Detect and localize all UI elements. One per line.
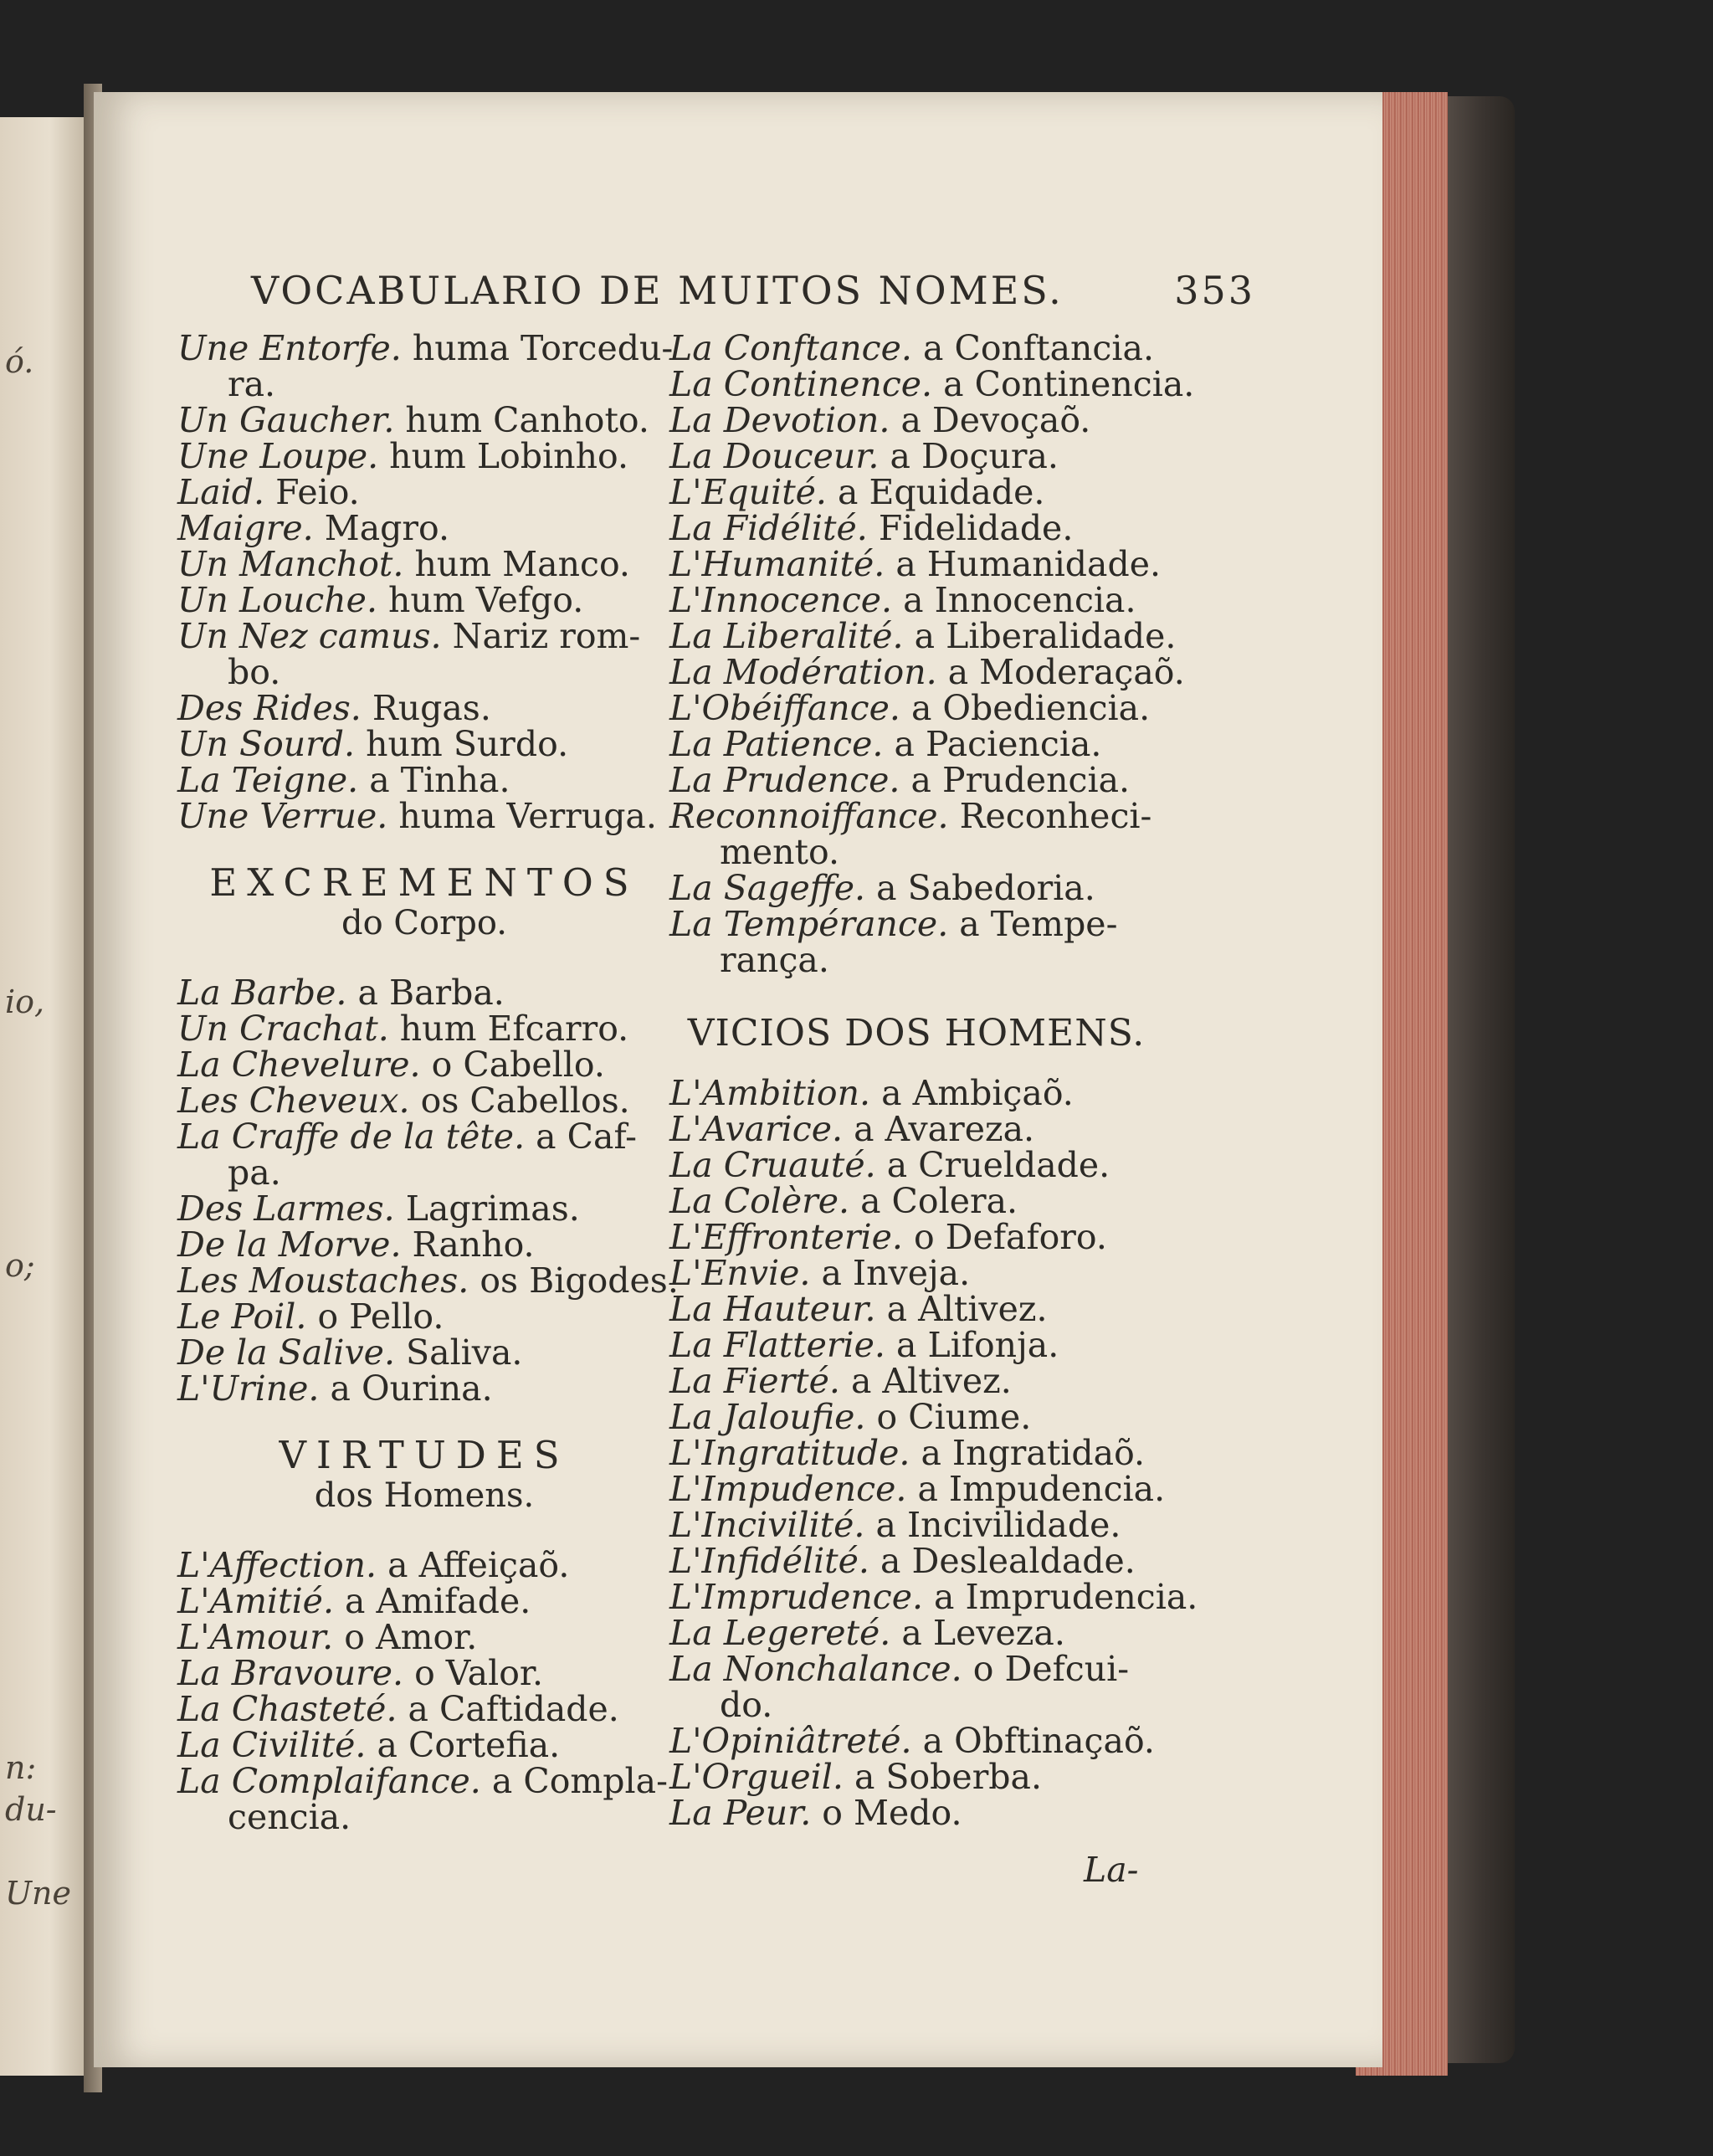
french-term: La Devotion.	[669, 400, 890, 440]
portuguese-term: huma Verruga.	[398, 796, 657, 836]
vocabulary-entry	[177, 508, 671, 548]
vocabulary-entry	[177, 1368, 671, 1409]
portuguese-term: a Paciencia.	[894, 724, 1102, 764]
vocabulary-entry	[669, 1219, 1163, 1255]
portuguese-term: a Tempe-	[959, 904, 1118, 944]
vocabulary-entry	[669, 328, 1163, 368]
french-term: Une Entorfe.	[177, 328, 402, 368]
portuguese-term: Fidelidade.	[878, 508, 1074, 548]
french-term: Les Cheveux.	[177, 1081, 410, 1121]
vocabulary-entry	[669, 690, 1163, 726]
vocabulary-entry	[669, 1759, 1163, 1795]
french-term: L'Effronterie.	[669, 1217, 903, 1257]
french-term: La Craffe de la tête.	[177, 1116, 526, 1157]
portuguese-term: hum Manco.	[414, 544, 630, 584]
portuguese-term: o Ciume.	[876, 1397, 1032, 1437]
portuguese-term: a Crueldade.	[886, 1145, 1110, 1185]
portuguese-term: Saliva.	[406, 1332, 523, 1373]
portuguese-term: a Innocencia.	[903, 580, 1136, 620]
running-header	[251, 268, 1255, 318]
portuguese-term: a Liberalidade.	[914, 616, 1177, 656]
french-term: Le Poil.	[177, 1296, 307, 1337]
french-term: Un Louche.	[177, 580, 377, 620]
vocabulary-entry	[177, 798, 671, 834]
vocabulary-entry	[177, 1296, 671, 1337]
french-term: Un Gaucher.	[177, 400, 395, 440]
french-term: Une Verrue.	[177, 796, 388, 836]
vocabulary-entry	[669, 1183, 1163, 1219]
portuguese-term: o Defcui-	[972, 1649, 1130, 1689]
french-term: L'Avarice.	[669, 1109, 844, 1149]
page-number: 353	[1174, 268, 1255, 313]
vocabulary-entry	[669, 1075, 1163, 1111]
portuguese-term: o Pello.	[317, 1296, 444, 1337]
french-term: La Douceur.	[669, 436, 880, 476]
portuguese-term: a Moderaçaõ.	[947, 652, 1185, 692]
portuguese-term: a Leveza.	[901, 1613, 1065, 1653]
french-term: La Legereté.	[669, 1613, 891, 1653]
portuguese-term: o Medo.	[822, 1793, 962, 1833]
vocabulary-entry	[669, 798, 1163, 834]
vocabulary-entry	[669, 1363, 1163, 1399]
vocabulary-entry	[177, 1727, 671, 1763]
vocabulary-entry	[177, 762, 671, 798]
portuguese-term: a Devoçaõ.	[900, 400, 1091, 440]
french-term: La Peur.	[669, 1793, 812, 1833]
portuguese-term: a Avareza.	[854, 1109, 1035, 1149]
french-term: La Complaifance.	[177, 1761, 481, 1801]
french-term: Un Sourd.	[177, 724, 356, 764]
french-term: Un Manchot.	[177, 544, 404, 584]
catchword: La-	[1084, 1850, 1139, 1890]
portuguese-term: a Altivez.	[850, 1361, 1012, 1401]
vocabulary-entry	[669, 1147, 1163, 1183]
french-term: La Barbe.	[177, 973, 347, 1013]
portuguese-term: a Conftancia.	[922, 328, 1154, 368]
portuguese-term: a Equidade.	[838, 472, 1045, 512]
french-term: La Tempérance.	[669, 904, 949, 944]
vocabulary-entry	[177, 1691, 671, 1727]
vocabulary-entry	[669, 1469, 1166, 1509]
portuguese-term: a Imprudencia.	[934, 1577, 1198, 1617]
portuguese-term: a Caftidade.	[408, 1689, 619, 1729]
portuguese-term: a Compla-	[491, 1761, 668, 1801]
portuguese-term: Lagrimas.	[405, 1188, 580, 1229]
vocabulary-entry	[669, 400, 1163, 440]
portuguese-term: a Deslealdade.	[880, 1541, 1136, 1581]
entry-continuation: pa.	[228, 1152, 281, 1193]
vocabulary-entry	[177, 1188, 671, 1229]
vocabulary-entry	[669, 762, 1163, 798]
vocabulary-entry	[669, 544, 1163, 584]
french-term: L'Affection.	[177, 1545, 377, 1585]
french-term: L'Incivilité.	[669, 1505, 865, 1545]
vocabulary-entry	[669, 616, 1177, 656]
vocabulary-entry	[669, 1615, 1163, 1651]
vocabulary-entry	[177, 544, 671, 584]
portuguese-term: Nariz rom-	[452, 616, 641, 656]
french-term: L'Opiniâtreté.	[669, 1721, 912, 1761]
portuguese-term: a Soberba.	[854, 1757, 1043, 1797]
french-term: La Nonchalance.	[669, 1649, 962, 1689]
section-title: EXCREMENTOS	[209, 860, 639, 905]
french-term: Les Moustaches.	[177, 1260, 469, 1301]
portuguese-term: huma Torcedu-	[412, 328, 674, 368]
portuguese-term: o Valor.	[414, 1653, 544, 1693]
vocabulary-entry	[177, 1116, 671, 1157]
vocabulary-entry	[177, 1763, 671, 1799]
french-term: Des Rides.	[177, 688, 362, 728]
prev-page-fragment: o;	[5, 1247, 35, 1284]
french-term: L'Infidélité.	[669, 1541, 869, 1581]
french-term: La Sageffe.	[669, 868, 866, 908]
vocabulary-entry	[669, 1255, 1163, 1291]
french-term: La Modération.	[669, 652, 937, 692]
portuguese-term: a Obftinaçaõ.	[922, 1721, 1155, 1761]
portuguese-term: Rugas.	[372, 688, 491, 728]
portuguese-term: a Doçura.	[890, 436, 1059, 476]
prev-page-fragment: ó.	[5, 343, 34, 380]
french-term: La Flatterie.	[669, 1325, 885, 1365]
entry-continuation: ra.	[228, 364, 276, 404]
french-term: La Conftance.	[669, 328, 912, 368]
french-term: Maigre.	[177, 508, 314, 548]
vocabulary-entry	[669, 1327, 1163, 1363]
portuguese-term: a Impudencia.	[917, 1469, 1166, 1509]
portuguese-term: hum Canhoto.	[405, 400, 649, 440]
vocabulary-entry	[669, 726, 1163, 762]
french-term: La Hauteur.	[669, 1289, 876, 1329]
french-term: Un Nez camus.	[177, 616, 442, 656]
portuguese-term: a Continencia.	[943, 364, 1195, 404]
portuguese-term: a Lifonja.	[895, 1325, 1059, 1365]
vocabulary-entry	[177, 1332, 671, 1373]
vocabulary-entry	[669, 1723, 1163, 1759]
portuguese-term: a Ambiçaõ.	[881, 1073, 1074, 1113]
french-term: La Continence.	[669, 364, 933, 404]
portuguese-term: Reconheci-	[959, 796, 1152, 836]
prev-page-fragment: io,	[5, 983, 45, 1020]
portuguese-term: a Barba.	[357, 973, 505, 1013]
portuguese-term: a Ourina.	[330, 1368, 493, 1409]
portuguese-term: a Affeiçaõ.	[387, 1545, 570, 1585]
french-term: L'Innocence.	[669, 580, 893, 620]
french-term: La Bravoure.	[177, 1653, 404, 1693]
portuguese-term: o Amor.	[344, 1617, 478, 1657]
left-column	[177, 328, 679, 1837]
french-term: La Fierté.	[669, 1361, 840, 1401]
portuguese-term: o Defaforo.	[913, 1217, 1107, 1257]
portuguese-term: Magro.	[324, 508, 449, 548]
section-subtitle: dos Homens.	[314, 1476, 535, 1515]
portuguese-term: a Amifade.	[345, 1581, 531, 1621]
french-term: La Civilité.	[177, 1725, 367, 1765]
vocabulary-entry	[177, 436, 671, 476]
vocabulary-entry	[177, 1011, 671, 1047]
vocabulary-entry	[669, 1291, 1163, 1327]
vocabulary-entry	[177, 690, 671, 726]
french-term: Des Larmes.	[177, 1188, 395, 1229]
french-term: L'Orgueil.	[669, 1757, 844, 1797]
portuguese-term: a Prudencia.	[910, 760, 1131, 800]
french-term: Une Loupe.	[177, 436, 379, 476]
vocabulary-entry	[177, 726, 671, 762]
vocabulary-entry	[177, 1047, 671, 1083]
vocabulary-entry	[669, 906, 1163, 942]
prev-page-fragment: Une	[5, 1875, 71, 1912]
portuguese-term: os Bigodes.	[480, 1260, 679, 1301]
portuguese-term: hum Lobinho.	[389, 436, 628, 476]
vocabulary-entry	[177, 1545, 671, 1585]
french-term: L'Obéiffance.	[669, 688, 900, 728]
previous-page-edge	[0, 117, 90, 2076]
portuguese-term: a Colera.	[860, 1181, 1018, 1221]
portuguese-term: a Obediencia.	[910, 688, 1151, 728]
french-term: De la Salive.	[177, 1332, 395, 1373]
french-term: L'Amitié.	[177, 1581, 334, 1621]
french-term: La Chasteté.	[177, 1689, 397, 1729]
portuguese-term: a Ingratidaõ.	[921, 1433, 1146, 1473]
entry-continuation: cencia.	[228, 1797, 351, 1837]
portuguese-term: os Cabellos.	[420, 1081, 630, 1121]
portuguese-term: a Humanidade.	[895, 544, 1162, 584]
french-term: Un Crachat.	[177, 1009, 389, 1049]
vocabulary-entry	[669, 1399, 1163, 1435]
french-term: L'Amour.	[177, 1617, 334, 1657]
portuguese-term: a Inveja.	[821, 1253, 971, 1293]
vocabulary-entry	[669, 436, 1163, 476]
vocabulary-entry	[669, 1543, 1163, 1579]
portuguese-term: a Incivilidade.	[875, 1505, 1121, 1545]
vocabulary-entry	[669, 580, 1163, 620]
french-term: L'Ingratitude.	[669, 1433, 910, 1473]
portuguese-term: hum Vefgo.	[388, 580, 584, 620]
running-title: VOCABULARIO DE MUITOS NOMES.	[251, 268, 1064, 313]
vocabulary-entry	[669, 1435, 1163, 1471]
portuguese-term: a Tinha.	[369, 760, 510, 800]
french-term: Reconnoiffance.	[669, 796, 949, 836]
french-term: De la Morve.	[177, 1224, 402, 1265]
entry-continuation: do.	[720, 1685, 773, 1725]
vocabulary-entry	[669, 508, 1163, 548]
prev-page-fragment: du-	[5, 1791, 57, 1828]
portuguese-term: Feio.	[275, 472, 360, 512]
portuguese-term: a Sabedoria.	[876, 868, 1095, 908]
vocabulary-entry	[669, 1795, 1163, 1831]
french-term: L'Humanité.	[669, 544, 885, 584]
french-term: La Prudence.	[669, 760, 900, 800]
vocabulary-entry	[177, 616, 671, 656]
french-term: L'Urine.	[177, 1368, 320, 1409]
vocabulary-entry	[177, 1260, 679, 1301]
french-term: L'Imprudence.	[669, 1577, 923, 1617]
section-title: VICIOS DOS HOMENS.	[687, 1012, 1146, 1055]
french-term: La Fidélité.	[669, 508, 868, 548]
vocabulary-entry	[177, 1653, 671, 1693]
french-term: La Cruauté.	[669, 1145, 876, 1185]
french-term: La Teigne.	[177, 760, 359, 800]
french-term: L'Impudence.	[669, 1469, 907, 1509]
vocabulary-entry	[177, 1083, 671, 1119]
portuguese-term: Ranho.	[412, 1224, 535, 1265]
prev-page-fragment: n:	[5, 1749, 37, 1786]
right-column	[669, 328, 1198, 1833]
vocabulary-entry	[669, 1111, 1163, 1147]
vocabulary-entry	[669, 1651, 1163, 1687]
vocabulary-entry	[669, 652, 1185, 692]
french-term: L'Equité.	[669, 472, 827, 512]
portuguese-term: a Caf-	[536, 1116, 638, 1157]
french-term: La Jaloufie.	[669, 1397, 866, 1437]
entry-continuation: bo.	[228, 652, 281, 692]
french-term: La Patience.	[669, 724, 884, 764]
vocabulary-entry	[177, 1581, 671, 1621]
french-term: La Chevelure.	[177, 1045, 421, 1085]
portuguese-term: hum Surdo.	[366, 724, 569, 764]
portuguese-term: hum Efcarro.	[399, 1009, 629, 1049]
french-term: La Liberalité.	[669, 616, 904, 656]
french-term: L'Envie.	[669, 1253, 811, 1293]
vocabulary-entry	[177, 472, 671, 512]
vocabulary-entry	[669, 472, 1163, 512]
section-subtitle: do Corpo.	[341, 904, 507, 942]
french-term: Laid.	[177, 472, 265, 512]
vocabulary-entry	[177, 400, 671, 440]
vocabulary-entry	[177, 1224, 671, 1265]
portuguese-term: a Altivez.	[886, 1289, 1048, 1329]
entry-continuation: mento.	[720, 832, 840, 872]
portuguese-term: o Cabello.	[431, 1045, 605, 1085]
vocabulary-entry	[669, 364, 1195, 404]
vocabulary-entry	[177, 580, 671, 620]
section-title: VIRTUDES	[279, 1433, 570, 1477]
vocabulary-entry	[669, 1577, 1198, 1617]
vocabulary-entry	[669, 1507, 1163, 1543]
entry-continuation: rança.	[720, 940, 829, 980]
french-term: La Colère.	[669, 1181, 850, 1221]
vocabulary-entry	[177, 1617, 671, 1657]
french-term: L'Ambition.	[669, 1073, 871, 1113]
vocabulary-entry	[177, 328, 674, 368]
vocabulary-entry	[177, 975, 671, 1011]
vocabulary-entry	[669, 870, 1163, 906]
portuguese-term: a Cortefia.	[377, 1725, 561, 1765]
